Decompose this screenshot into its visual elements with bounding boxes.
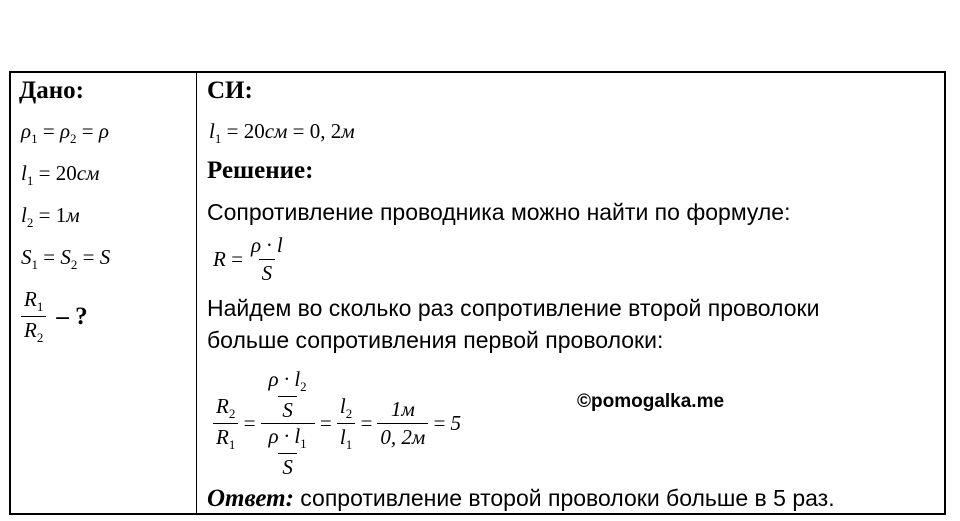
given-area: $S_1 = S_2 = S$ [21, 245, 111, 272]
si-conversion: $l_1 = 20см = 0$, 2м [209, 119, 355, 146]
resistance-formula: R = $\frac{\rho \cdot l}{S}$ [213, 233, 283, 285]
given-unknown [21, 287, 88, 346]
solution-text-2: Найдем во сколько раз сопротивление второй проволоки [207, 295, 820, 321]
given-density: $\rho_1 = \rho_2 = \rho$ [21, 119, 109, 146]
given-l1: $l_1 = 20см$ [21, 161, 100, 188]
given-l2: $l_2 = 1м$ [21, 203, 80, 230]
si-title: СИ: [207, 77, 253, 104]
answer-line [207, 485, 835, 513]
answer-text: сопротивление второй проволоки больше в 5 раз. [293, 485, 835, 511]
solution-text-3: больше сопротивления первой проволоки: [207, 327, 664, 353]
question-mark: – ? [56, 302, 88, 330]
solution-text-1: Сопротивление проводника можно найти по формуле: [207, 199, 791, 225]
column-divider [196, 73, 197, 513]
ratio-fraction: $\frac{R_1}{R_2}$ [21, 287, 46, 346]
ratio-calculation: $\frac{R_2}{R_1}$ = $\frac{\frac{\rho \cdot l_2}{S}}{\frac{\rho \cdot l_1}{S}}$ = $\frac{l_2}{l_1}$ = $\frac{1м}{0, 2м}$ = 5 [211, 367, 463, 480]
solution-title: Решение: [207, 157, 314, 184]
given-title: Дано: [19, 77, 84, 104]
solution-table [9, 71, 946, 515]
watermark: ©pomogalka.me [577, 391, 725, 412]
answer-label: Ответ: [207, 485, 294, 512]
